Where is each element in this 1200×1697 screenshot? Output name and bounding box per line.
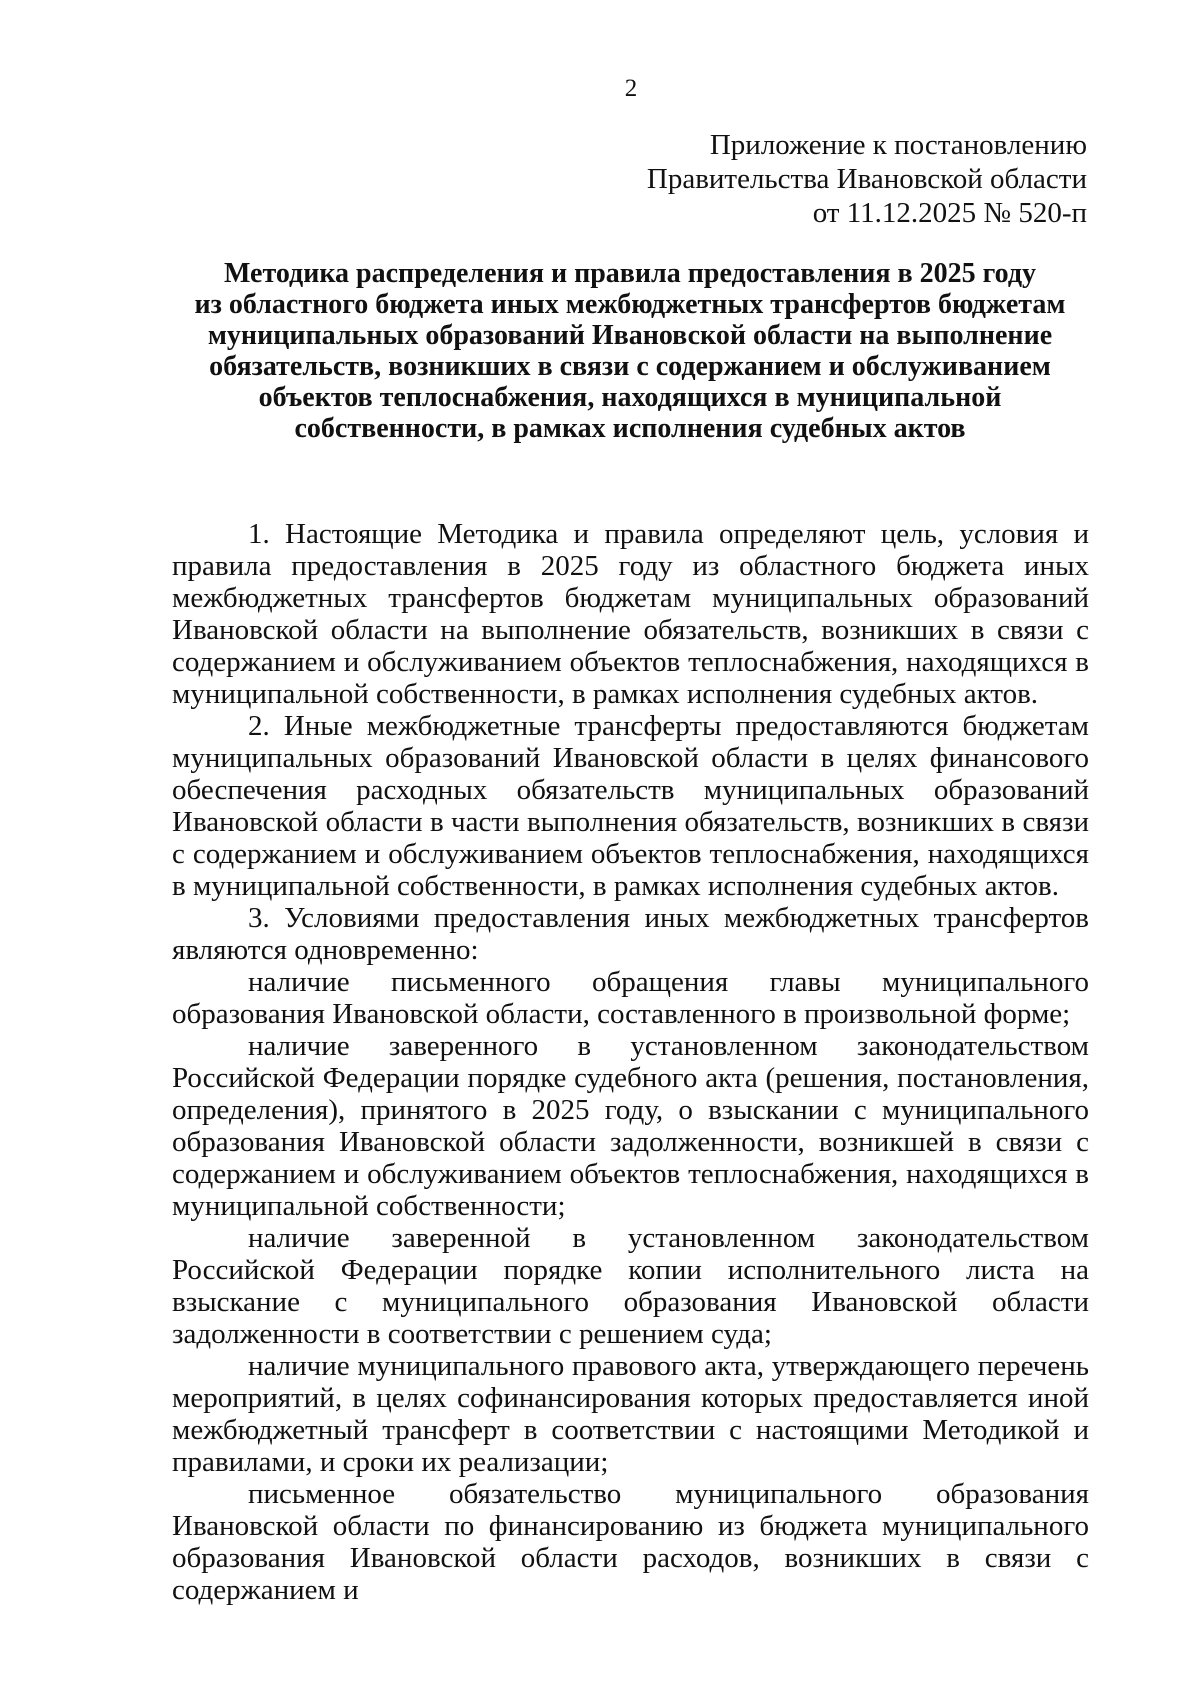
paragraph-1: 1. Настоящие Методика и правила определяют цель, условия и правила предоставления в 2025 году из областного бюджета иных межбюджетных трансфертов бюджетам муниципальных образований Ивановской области на выполнение обязательств, возникших в связи с содержанием и обслуживанием объектов теплоснабжения, находящихся в муниципальной собственности, в рамках исполнения судебных актов. bbox=[172, 518, 1089, 710]
condition-item: наличие муниципального правового акта, утверждающего перечень мероприятий, в целях софинансирования которых предоставляется иной межбюджетный трансферт в соответствии с настоящими Методикой и правилами, и сроки их реализации; bbox=[172, 1350, 1089, 1478]
condition-item: наличие заверенного в установленном законодательством Российской Федерации порядке судебного акта (решения, постановления, определения), принятого в 2025 году, о взыскании с муниципального образования Ивановской области задолженности, возникшей в связи с содержанием и обслуживанием объектов теплоснабжения, находящихся в муниципальной собственности; bbox=[172, 1030, 1089, 1222]
title-line: муниципальных образований Ивановской области на выполнение bbox=[207, 320, 1053, 351]
condition-item: наличие письменного обращения главы муниципального образования Ивановской области, составленного в произвольной форме; bbox=[172, 966, 1089, 1030]
title-line: из областного бюджета иных межбюджетных трансфертов бюджетам bbox=[194, 289, 1066, 320]
title-line: Методика распределения и правила предоставления в 2025 году bbox=[223, 258, 1037, 289]
paragraph-3: 3. Условиями предоставления иных межбюджетных трансфертов являются одновременно: bbox=[172, 902, 1089, 966]
paragraph-2: 2. Иные межбюджетные трансферты предоставляются бюджетам муниципальных образований Ивановской области в целях финансового обеспечения расходных обязательств муниципальных образований Ивановской области в части выполнения обязательств, возникших в связи с содержанием и обслуживанием объектов теплоснабжения, находящихся в муниципальной собственности, в рамках исполнения судебных актов. bbox=[172, 710, 1089, 902]
condition-item: наличие заверенной в установленном законодательством Российской Федерации порядке копии исполнительного листа на взыскание с муниципального образования Ивановской области задолженности в соответствии с решением суда; bbox=[172, 1222, 1089, 1350]
appendix-line: Правительства Ивановской области bbox=[646, 163, 1087, 195]
appendix-line: от 11.12.2025 № 520-п bbox=[812, 197, 1087, 229]
document-title bbox=[170, 258, 1090, 444]
title-line: обязательств, возникших в связи с содержанием и обслуживанием bbox=[209, 351, 1051, 382]
condition-item: письменное обязательство муниципального образования Ивановской области по финансированию из бюджета муниципального образования Ивановской области расходов, возникших в связи с содержанием и bbox=[172, 1478, 1089, 1606]
document-body bbox=[172, 518, 1089, 1606]
appendix-line: Приложение к постановлению bbox=[709, 129, 1087, 161]
page-number: 2 bbox=[624, 75, 638, 102]
title-line: объектов теплоснабжения, находящихся в муниципальной bbox=[258, 382, 1002, 413]
appendix-note bbox=[647, 128, 1087, 230]
title-line: собственности, в рамках исполнения судебных актов bbox=[294, 413, 966, 444]
